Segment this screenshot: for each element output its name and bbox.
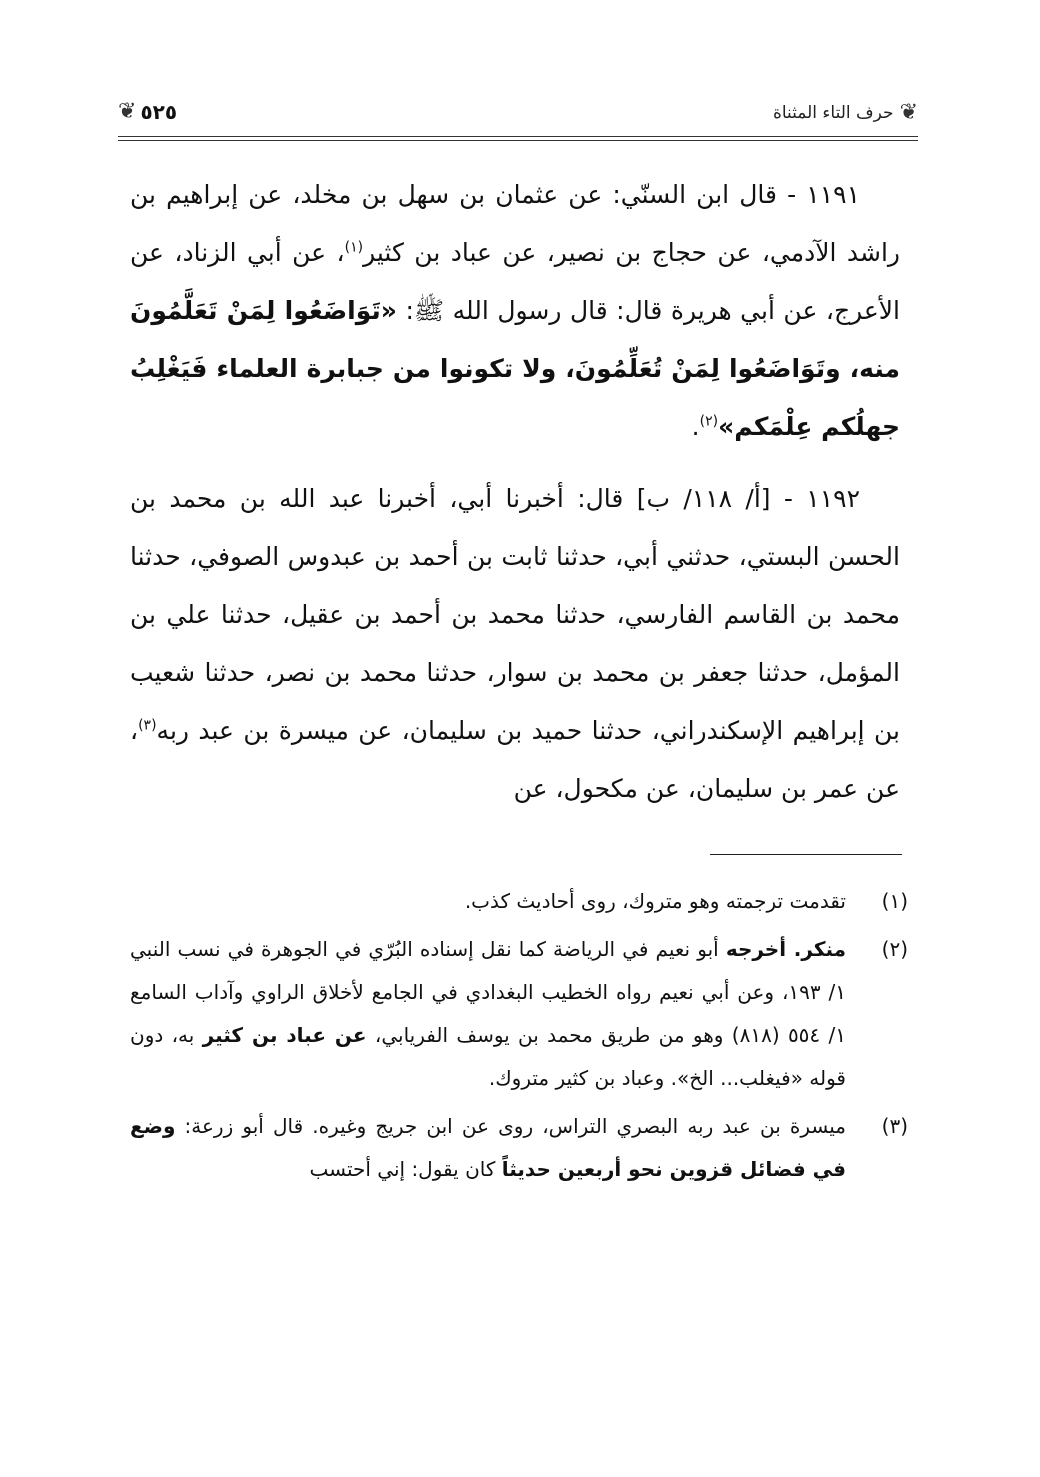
ornament-icon: ❦ bbox=[899, 100, 918, 125]
footnote-ref[interactable]: (١) bbox=[344, 239, 364, 256]
footnote-text bbox=[130, 1105, 846, 1191]
footnote-number: (٢) bbox=[881, 937, 908, 961]
entry-text: ١١٩٢ - [أ/ ١١٨/ ب] قال: أخبرنا أبي، أخبرنا عبد الله بن محمد بن الحسن البستي، حدثني أبي، حدثنا ثابت بن أحمد بن عبدوس الصوفي، حدثنا محمد بن القاسم الفارسي، حدثنا محمد بن أحمد بن عقيل، حدثنا علي بن المؤمل، حدثنا جعفر بن محمد بن سوار، حدثنا محمد بن نصر، حدثنا شعيب بن إبراهيم الإسكندراني، حدثنا حميد بن سليمان، عن ميسرة بن عبد ربه bbox=[130, 484, 900, 745]
footnote-number: (٣) bbox=[881, 1114, 908, 1138]
footnote-ref[interactable]: (٢) bbox=[699, 413, 719, 430]
footnotes bbox=[130, 880, 908, 1196]
header-title-group bbox=[773, 102, 918, 124]
footnote-text-part: ميسرة بن عبد ربه البصري التراس، روى عن ابن جريج وغيره. قال أبو زرعة: bbox=[175, 1114, 846, 1138]
footnote-2 bbox=[130, 928, 908, 1100]
entry-text: ، عن عمر بن سليمان، عن مكحول، عن bbox=[130, 716, 900, 803]
entry-1192 bbox=[130, 470, 900, 818]
main-text bbox=[130, 166, 900, 818]
footnote-number: (١) bbox=[881, 889, 908, 913]
ornament-icon: ❦ bbox=[118, 99, 137, 124]
footnote-text-part: أبو نعيم في الرياضة كما نقل إسناده البُرّي في الجوهرة في نسب النبي ١/ ١٩٣، وعن أبي نعيم رواه الخطيب البغدادي في الجامع لأخلاق الراوي وآداب السامع ١/ ٥٥٤ (٨١٨) وهو من طريق محمد بن يوسف الفريابي، bbox=[130, 937, 846, 1047]
entry-text: . bbox=[691, 412, 700, 441]
footnote-1 bbox=[130, 880, 908, 923]
entry-text: ، عن أبي الزناد، عن الأعرج، عن أبي هريرة قال: قال رسول الله ﷺ: bbox=[130, 238, 901, 325]
hadith-quote: «تَوَاضَعُوا لِمَنْ تَعَلَّمُونَ منه، وتَوَاضَعُوا لِمَنْ تُعَلِّمُونَ، ولا تكونوا من جبابرة العلماء فَيَغْلِبُ جهلُكم عِلْمَكم» bbox=[130, 296, 900, 441]
footnote-emphasis: وضع في فضائل قزوين نحو أربعين حديثاً bbox=[130, 1114, 846, 1181]
page-number: ٥٢٥ bbox=[140, 100, 178, 124]
footnote-emphasis: عن عباد بن كثير bbox=[202, 1023, 367, 1047]
footnote-text bbox=[130, 928, 846, 1100]
footnote-text: تقدمت ترجمته وهو متروك، روى أحاديث كذب. bbox=[464, 889, 846, 913]
running-header bbox=[118, 98, 918, 142]
footnote-grade: منكر. أخرجه bbox=[725, 937, 846, 961]
header-rule-secondary bbox=[118, 140, 918, 141]
chapter-title: حرف التاء المثناة bbox=[772, 103, 894, 123]
footnote-separator bbox=[710, 854, 902, 855]
page-number-group bbox=[118, 100, 177, 124]
header-rule bbox=[118, 136, 918, 137]
footnote-3 bbox=[130, 1105, 908, 1191]
footnote-ref[interactable]: (٣) bbox=[138, 717, 157, 734]
footnote-text-part: به، دون قوله «فيغلب... الخ». وعباد بن كثير متروك. bbox=[130, 1023, 846, 1090]
entry-text: ١١٩١ - قال ابن السنّي: عن عثمان بن سهل بن مخلد، عن إبراهيم بن راشد الآدمي، عن حجاج بن نصير، عن عباد بن كثير bbox=[130, 180, 900, 267]
entry-1191 bbox=[130, 166, 900, 456]
footnote-text-part: كان يقول: إني أحتسب bbox=[309, 1157, 502, 1181]
